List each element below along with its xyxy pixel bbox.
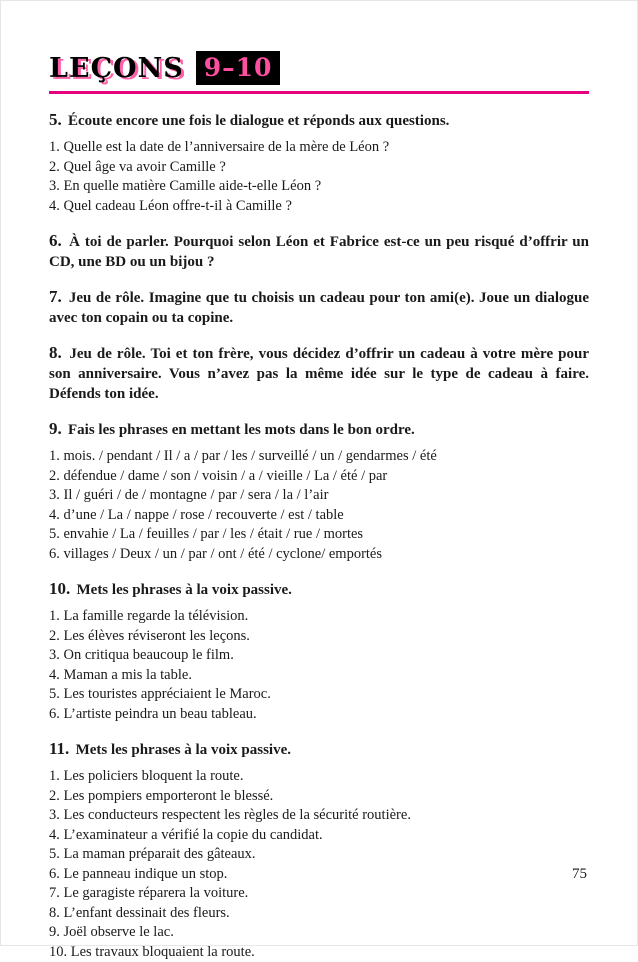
exercises-list — [49, 110, 589, 962]
exercise-item: 1. Les policiers bloquent la route. — [49, 767, 589, 787]
exercise-number: 7. — [49, 287, 69, 306]
exercise-item: 5. La maman préparait des gâteaux. — [49, 845, 589, 865]
exercise-number: 8. — [49, 343, 69, 362]
exercise-item: 1. mois. / pendant / Il / a / par / les / surveillé / un / gendarmes / été — [49, 447, 589, 467]
exercise-title: 8. Jeu de rôle. Toi et ton frère, vous décidez d’offrir un cadeau à votre mère pour son anniversaire. Vous n’avez pas la même idée sur le type de cadeau à faire. Défends ton idée. — [49, 343, 589, 404]
exercise-title: 7. Jeu de rôle. Imagine que tu choisis un cadeau pour ton ami(e). Joue un dialogue avec ton copain ou ta copine. — [49, 287, 589, 328]
exercise-item: 2. Les pompiers emporteront le blessé. — [49, 787, 589, 807]
exercise-title: 9. Fais les phrases en mettant les mots dans le bon ordre. — [49, 419, 589, 440]
exercise-number: 10. — [49, 579, 77, 598]
exercise-item: 8. L’enfant dessinait des fleurs. — [49, 904, 589, 924]
exercise-title: 10. Mets les phrases à la voix passive. — [49, 579, 589, 600]
exercise-item: 2. défendue / dame / son / voisin / a / vieille / La / été / par — [49, 467, 589, 487]
exercise-item: 5. envahie / La / feuilles / par / les / était / rue / mortes — [49, 525, 589, 545]
exercise-item: 5. Les touristes appréciaient le Maroc. — [49, 685, 589, 705]
header-divider — [49, 91, 589, 94]
exercise-item: 3. En quelle matière Camille aide-t-elle Léon ? — [49, 177, 589, 197]
exercise-title: 5. Écoute encore une fois le dialogue et réponds aux questions. — [49, 110, 589, 131]
exercise-item: 2. Quel âge va avoir Camille ? — [49, 158, 589, 178]
exercise-item: 3. Il / guéri / de / montagne / par / sera / la / l’air — [49, 486, 589, 506]
exercise-item: 3. Les conducteurs respectent les règles de la sécurité routière. — [49, 806, 589, 826]
page-number: 75 — [572, 866, 587, 883]
exercise-item: 6. L’artiste peindra un beau tableau. — [49, 705, 589, 725]
exercise-number: 6. — [49, 231, 69, 250]
exercise-item: 10. Les travaux bloquaient la route. — [49, 943, 589, 962]
lesson-numbers-badge: 9–10 — [196, 51, 281, 85]
page-header — [49, 51, 589, 85]
exercise-number: 9. — [49, 419, 68, 438]
exercise-item: 9. Joël observe le lac. — [49, 923, 589, 943]
exercise-item: 7. Le garagiste réparera la voiture. — [49, 884, 589, 904]
exercise-item: 1. Quelle est la date de l’anniversaire de la mère de Léon ? — [49, 138, 589, 158]
exercise-number: 11. — [49, 739, 76, 758]
exercise-item: 1. La famille regarde la télévision. — [49, 607, 589, 627]
exercise-item: 2. Les élèves réviseront les leçons. — [49, 627, 589, 647]
exercise-item: 4. d’une / La / nappe / rose / recouverte / est / table — [49, 506, 589, 526]
exercise-title: 6. À toi de parler. Pourquoi selon Léon et Fabrice est-ce un peu risqué d’offrir un CD, une BD ou un bijou ? — [49, 231, 589, 272]
exercise-item: 3. On critiqua beaucoup le film. — [49, 646, 589, 666]
exercise-item: 4. L’examinateur a vérifié la copie du candidat. — [49, 826, 589, 846]
lecons-label: LEÇONS — [49, 55, 184, 82]
exercise-item: 6. villages / Deux / un / par / ont / été / cyclone/ emportés — [49, 545, 589, 565]
exercise-item: 6. Le panneau indique un stop. — [49, 865, 589, 885]
exercise-title: 11. Mets les phrases à la voix passive. — [49, 739, 589, 760]
exercise-number: 5. — [49, 110, 68, 129]
exercise-item: 4. Quel cadeau Léon offre-t-il à Camille ? — [49, 197, 589, 217]
exercise-item: 4. Maman a mis la table. — [49, 666, 589, 686]
